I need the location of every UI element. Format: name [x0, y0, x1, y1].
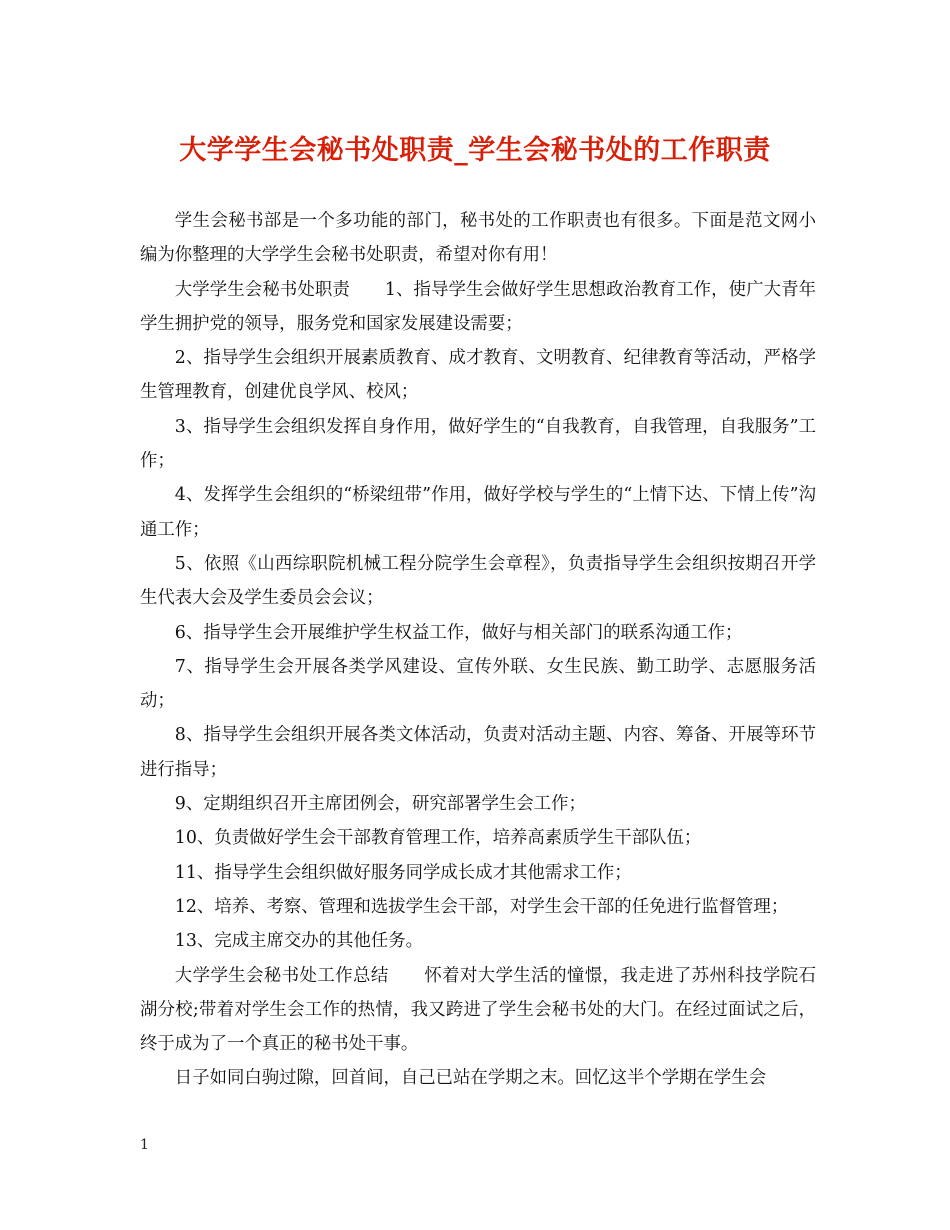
paragraph-reflection: 日子如同白驹过隙，回首间，自己已站在学期之末。回忆这半个学期在学生会	[174, 1068, 767, 1089]
paragraph-duty-2: 2、指导学生会组织开展素质教育、成才教育、文明教育、纪律教育等活动，严格学生管理教育，创建优良学风、校风；	[140, 348, 816, 403]
paragraph-duty-7: 7、指导学生会开展各类学风建设、宣传外联、女生民族、勤工助学、志愿服务活动；	[140, 656, 816, 712]
page-number: 1	[140, 1137, 149, 1153]
paragraph-duty-4: 4、发挥学生会组织的“桥梁纽带”作用，做好学校与学生的“上情下达、下情上传”沟通工作；	[140, 485, 816, 540]
paragraph-duty-11: 11、指导学生会组织做好服务同学成长成才其他需求工作；	[174, 862, 632, 883]
paragraph-duty-8: 8、指导学生会组织开展各类文体活动，负责对活动主题、内容、筹备、开展等环节进行指导；	[140, 725, 816, 780]
paragraph-duty-10: 10、负责做好学生会干部教育管理工作，培养高素质学生干部队伍；	[174, 828, 702, 849]
paragraph-duty-1: 大学学生会秘书处职责 1、指导学生会做好学生思想政治教育工作，使广大青年学生拥护党的领导，服务党和国家发展建设需要；	[140, 279, 816, 334]
paragraph-duty-13: 13、完成主席交办的其他任务。	[174, 931, 424, 952]
paragraph-duty-9: 9、定期组织召开主席团例会，研究部署学生会工作；	[174, 794, 586, 815]
paragraph-duty-5: 5、依照《山西综职院机械工程分院学生会章程》，负责指导学生会组织按期召开学生代表大会及学生委员会会议；	[140, 553, 816, 609]
document-title: 大学学生会秘书处职责_学生会秘书处的工作职责	[179, 135, 771, 166]
paragraph-duty-12: 12、培养、考察、管理和选拔学生会干部，对学生会干部的任免进行监督管理；	[174, 896, 789, 917]
paragraph-duty-3: 3、指导学生会组织发挥自身作用，做好学生的“自我教育，自我管理，自我服务”工作；	[140, 416, 816, 472]
paragraph-intro: 学生会秘书部是一个多功能的部门，秘书处的工作职责也有很多。下面是范文网小编为你整理的大学学生会秘书处职责，希望对你有用！	[140, 211, 816, 266]
paragraph-duty-6: 6、指导学生会开展维护学生权益工作，做好与相关部门的联系沟通工作；	[174, 622, 743, 643]
paragraph-summary: 大学学生会秘书处工作总结 怀着对大学生活的憧憬，我走进了苏州科技学院石湖分校;带着对学生会工作的热情，我又跨进了学生会秘书处的大门。在经过面试之后，终于成为了一个真正的秘书处干事。	[140, 965, 816, 1055]
document-body	[140, 204, 816, 1096]
